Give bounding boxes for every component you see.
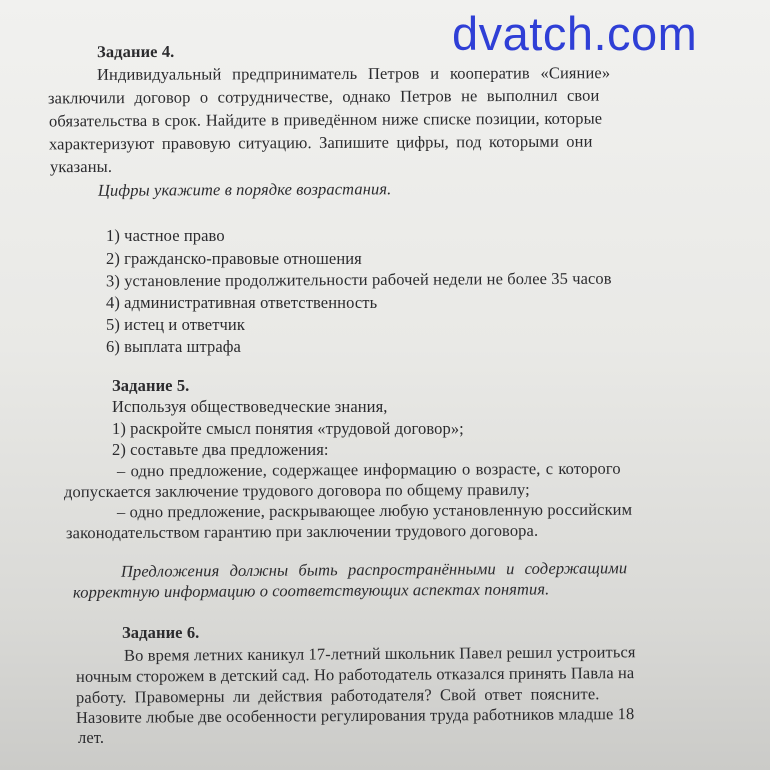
task5-line-2: 1) раскройте смысл понятия «трудовой договор»; — [112, 419, 464, 438]
task4-line-3: обязательства в срок. Найдите в приведённом ниже списке позиции, которые — [48, 108, 603, 131]
task6-line-4: Назовите любые две особенности регулирования труда работников младше 18 — [75, 704, 635, 727]
task6-line-1: Во время летних каникул 17-летний школьник Павел решил устроиться — [123, 642, 636, 665]
task4-option-2: 2) гражданско-правовые отношения — [106, 249, 362, 268]
task4-line-4: характеризуют правовую ситуацию. Запишите цифры, под которыми они — [48, 131, 593, 154]
task5-line-4: – одно предложение, содержащее информацию о возрасте, с которого — [116, 458, 621, 481]
task4-option-1: 1) частное право — [106, 226, 225, 245]
task6-line-5: лет. — [78, 728, 105, 747]
task5-note-1: Предложения должны быть распространёнными и содержащими — [120, 558, 628, 581]
task5-note-2: корректную информацию о соответствующих аспектах понятия. — [72, 579, 550, 602]
task5-line-6: – одно предложение, раскрывающее любую установленную российским — [116, 499, 633, 522]
task4-instruction: Цифры укажите в порядке возрастания. — [97, 179, 392, 200]
task5-line-7: законодательством гарантию при заключении трудового договора. — [65, 520, 539, 543]
task5-line-1: Используя обществоведческие знания, — [112, 397, 388, 416]
task4-line-2: заключили договор о сотрудничестве, однако Петров не выполнил свои — [47, 85, 600, 108]
task4-title: Задание 4. — [96, 41, 175, 62]
task4-option-4: 4) административная ответственность — [106, 293, 378, 312]
task4-option-6: 6) выплата штрафа — [106, 337, 241, 356]
task4-option-5: 5) истец и ответчик — [106, 315, 245, 334]
task4-line-1: Индивидуальный предприниматель Петров и кооператив «Сияние» — [96, 63, 611, 84]
task6-title: Задание 6. — [122, 623, 200, 642]
task6-line-2: ночным сторожем в детский сад. Но работодатель отказался принять Павла на — [75, 663, 635, 686]
task4-line-5: указаны. — [49, 156, 113, 177]
task5-line-3: 2) составьте два предложения: — [112, 440, 329, 459]
task5-line-5: допускается заключение трудового договора по общему правилу; — [63, 479, 530, 502]
task5-title: Задание 5. — [112, 376, 190, 395]
task6-line-3: работу. Правомерны ли действия работодателя? Свой ответ поясните. — [75, 684, 600, 707]
task4-option-3: 3) установление продолжительности рабочей недели не более 35 часов — [105, 268, 612, 291]
site-watermark: dvatch.com — [452, 7, 698, 60]
